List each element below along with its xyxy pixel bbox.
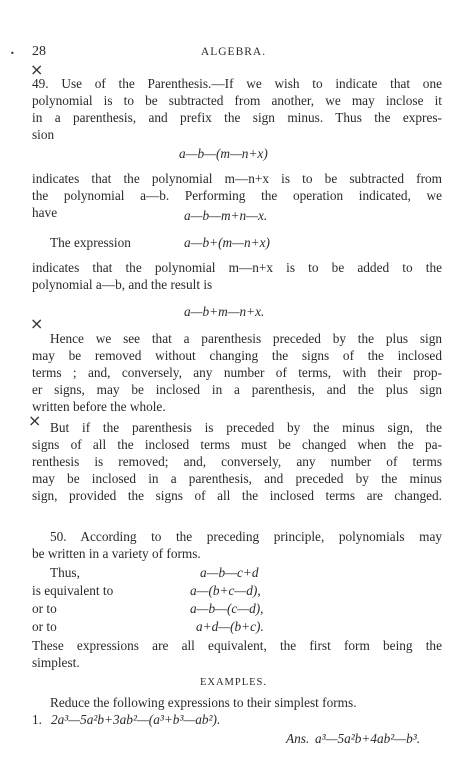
section-49-plus-paragraph	[32, 330, 442, 415]
text-line: simplest.	[32, 655, 80, 670]
form-expression: a—(b+c—d),	[190, 583, 261, 598]
text-line: may be inclosed in a parenthesis, and preceded by the minus	[32, 471, 442, 486]
form-label: Thus,	[50, 565, 80, 580]
examples-heading: EXAMPLES.	[199, 677, 268, 688]
text-line: have	[32, 205, 58, 220]
problem-number: 1.	[32, 712, 42, 727]
expression-label: The expression	[50, 235, 131, 250]
pencil-x-mark-icon: ×	[30, 60, 44, 79]
text-line: may be removed without changing the signs of the inclosed	[32, 348, 442, 363]
form-expression: a+d—(b+c).	[196, 619, 264, 634]
text-line: signs of all the inclosed terms must be changed when the pa-	[32, 437, 442, 452]
section-49-intro	[32, 75, 442, 143]
text-line: polynomial a—b, and the result is	[32, 277, 213, 292]
margin-dot-icon: •	[10, 49, 15, 58]
text-line: er signs, may be inclosed in a parenthesis, and the plus sign	[32, 382, 442, 397]
form-label: or to	[32, 619, 57, 634]
expression-4: a—b+m—n+x.	[184, 304, 265, 319]
text-line: sign, provided the signs of all the inclosed terms are changed.	[32, 488, 442, 503]
answer-label: Ans.	[286, 731, 310, 746]
form-label: is equivalent to	[32, 583, 114, 598]
section-49-para-3	[32, 259, 442, 293]
section-50-intro	[32, 528, 442, 562]
pencil-x-mark-icon: ×	[28, 411, 42, 430]
examples-instruction: Reduce the following expressions to their simplest forms.	[50, 695, 357, 710]
text-line: These expressions are all equivalent, the first form being the	[32, 638, 442, 653]
form-expression: a—b—(c—d),	[190, 601, 264, 616]
expression-1: a—b—(m—n+x)	[179, 146, 268, 161]
text-line: Hence we see that a parenthesis preceded by the plus sign	[50, 331, 442, 346]
section-49-minus-paragraph	[32, 419, 442, 504]
text-line: renthesis is removed; and, conversely, any number of terms	[32, 454, 442, 469]
expression-3: a—b+(m—n+x)	[184, 235, 270, 250]
text-line: But if the parenthesis is preceded by the minus sign, the	[50, 420, 442, 435]
form-label: or to	[32, 601, 57, 616]
text-line: 49. Use of the Parenthesis.—If we wish to indicate that one	[32, 76, 442, 91]
text-line: indicates that the polynomial m—n+x is to be subtracted from	[32, 171, 442, 186]
text-line: in a parenthesis, and prefix the sign minus. Thus the expres-	[32, 110, 442, 125]
problem-expression: 2a³—5a²b+3ab²—(a³+b³—ab²).	[51, 712, 221, 727]
text-line: written before the whole.	[32, 399, 166, 414]
expression-2: a—b—m+n—x.	[184, 208, 268, 223]
text-line: 50. According to the preceding principle, polynomials may	[50, 529, 442, 544]
text-line: sion	[32, 127, 55, 142]
text-line: be written in a variety of forms.	[32, 546, 201, 561]
section-50-closing	[32, 637, 442, 671]
text-line: polynomial is to be subtracted from another, we may inclose it	[32, 93, 442, 108]
running-title: ALGEBRA.	[200, 46, 267, 58]
text-line: the polynomial a—b. Performing the operation indicated, we	[32, 188, 442, 203]
answer-expression: a³—5a²b+4ab²—b³.	[315, 731, 421, 746]
text-line: indicates that the polynomial m—n+x is to be added to the	[32, 260, 442, 275]
pencil-x-mark-icon: ×	[30, 314, 44, 333]
page-number: 28	[32, 44, 46, 59]
text-line: terms ; and, conversely, any number of terms, with their prop-	[32, 365, 442, 380]
form-expression: a—b—c+d	[200, 565, 259, 580]
